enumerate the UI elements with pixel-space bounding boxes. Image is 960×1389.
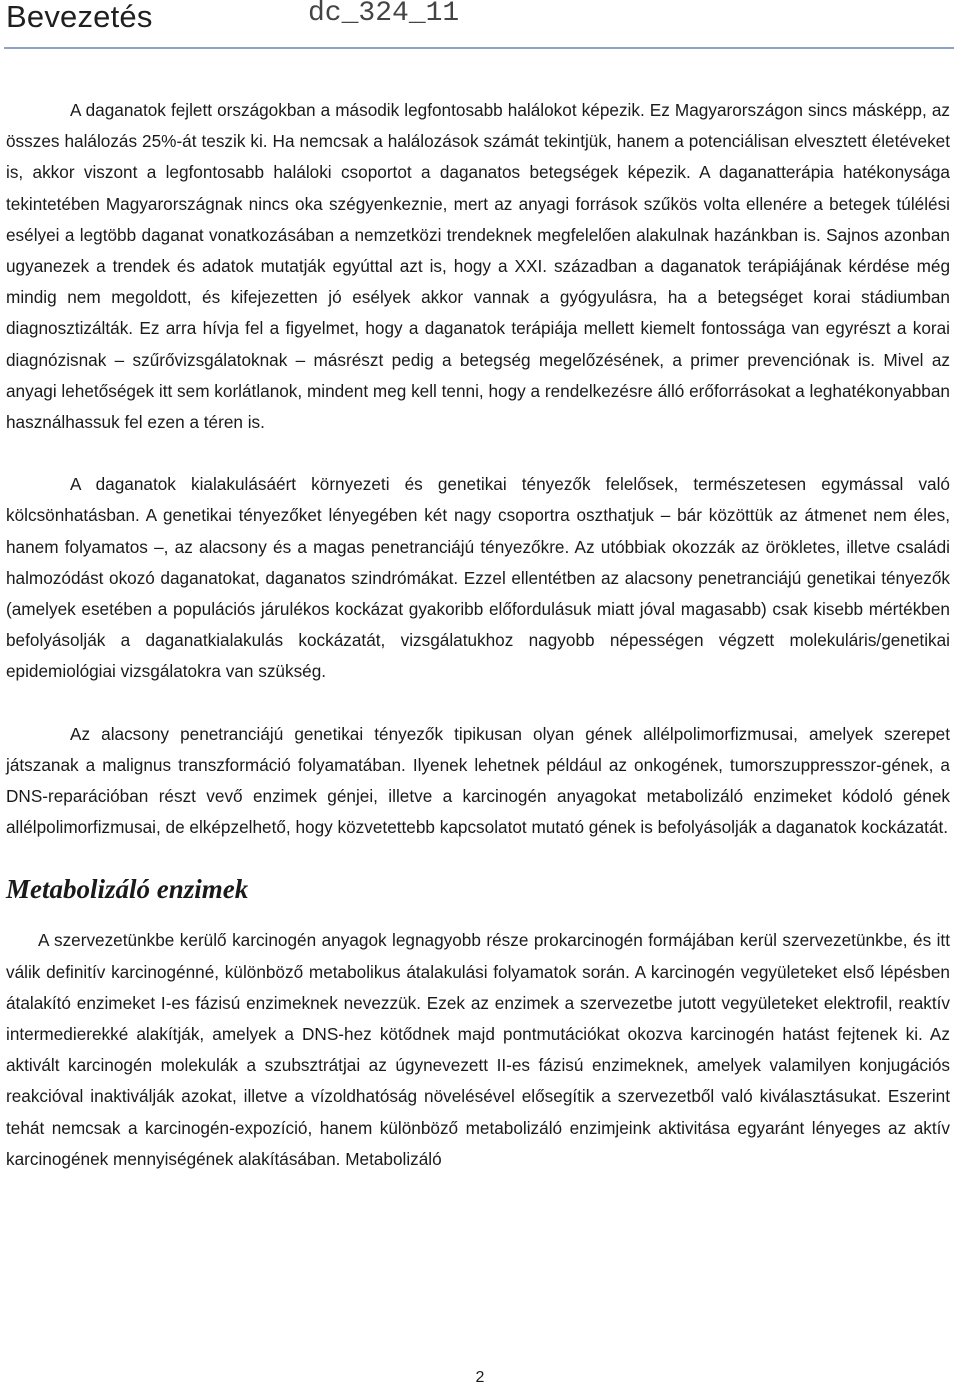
- section-heading: Metabolizáló enzimek: [6, 874, 249, 905]
- page-header: [0, 0, 960, 48]
- page-number: 2: [475, 1369, 485, 1386]
- paragraph-metabolic-enzymes: A szervezetünkbe kerülő karcinogén anyagok legnagyobb része prokarcinogén formájában kerül szervezetünkbe, és itt válik definitív karcinogénné, különböző metabolikus átalakulási folyamatok során. A karcinogén vegyületeket első lépésben átalakító enzimeket I-es fázisú enzimeknek nevezzük. Ezek az enzimek a szervezetbe jutott vegyületeket elektrofil, reaktív intermedierekké alakítják, amelyek a DNS-hez kötődnek majd pontmutációkat okozva karcinogén hatást fejtenek ki. Az aktivált karcinogén molekulák a szubsztrátjai az úgynevezett II-es fázisú enzimeknek, amelyek valamilyen konjugációs reakcióval inaktiválják azokat, illetve a vízoldhatóság növelésével elősegítik a szervezetből való kiválasztásukat. Eszerint tehát nemcsak a karcinogén-expozíció, hanem különböző metabolizáló enzimjeink aktivitása egyaránt lényeges az aktív karcinogének mennyiségének alakításában. Metabolizáló: [6, 930, 950, 1169]
- header-title: Bevezetés: [6, 0, 153, 34]
- paragraph-intro: A daganatok fejlett országokban a második legfontosabb halálokot képezik. Ez Magyarországon sincs másképp, az összes halálozás 25%-át teszik ki. Ha nemcsak a halálozások számát tekintjük, hanem a potenciálisan elvesztett életéveket is, akkor viszont a legfontosabb haláloki csoportot a daganatos betegségek képezik. A daganatterápia hatékonysága tekintetében Magyarországnak nincs oka szégyenkeznie, mert az anyagi források szűkös volta ellenére a betegek túlélési esélyei a legtöbb daganat vonatkozásában a nemzetközi trendeknek megfelelően alakulnak hazánkban is. Sajnos azonban ugyanezek a trendek és adatok mutatják egyúttal azt is, hogy a XXI. században a daganatok terápiájának kérdése még mindig nem megoldott, és kifejezetten jó esélyek akkor vannak a gyógyulásra, ha a betegséget korai stádiumban diagnosztizálták. Ez arra hívja fel a figyelmet, hogy a daganatok terápiája mellett kiemelt fontossága van egyrészt a korai diagnózisnak – szűrővizsgálatoknak – másrészt pedig a betegség megelőzésének, a primer prevenciónak is. Mivel az anyagi lehetőségek itt sem korlátlanok, mindent meg kell tenni, hogy a rendelkezésre álló erőforrásokat a leghatékonyabban használhassuk fel ezen a téren is.: [6, 100, 950, 433]
- paragraph-genetic-factors: A daganatok kialakulásáért környezeti és genetikai tényezők felelősek, természetesen egymással való kölcsönhatásban. A genetikai tényezőket lényegében két nagy csoportra oszthatjuk – bár közöttük az átmenet nem éles, hanem folyamatos –, az alacsony és a magas penetranciájú tényezőkre. Az utóbbiak okozzák az örökletes, illetve családi halmozódást okozó daganatokat, daganatos szindrómákat. Ezzel ellentétben az alacsony penetranciájú genetikai tényezők (amelyek esetében a populációs járulékos kockázat gyakoribb előfordulásuk miatt jóval magasabb) csak kisebb mértékben befolyásolják a daganatkialakulás kockázatát, vizsgálatukhoz nagyobb népességen végzett molekuláris/genetikai epidemiológiai vizsgálatokra van szükség.: [6, 474, 950, 682]
- document-body: [6, 95, 950, 1206]
- paragraph-low-penetrance: Az alacsony penetranciájú genetikai tényezők tipikusan olyan gének allélpolimorfizmusai, amelyek szerepet játszanak a malignus transzformáció folyamatában. Ilyenek lehetnek például az onkogének, tumorszuppresszor-gének, a DNS-reparációban részt vevő enzimek génjei, illetve a karcinogén anyagokat metabolizáló enzimeket kódoló gének allélpolimorfizmusai, de elképzelhető, hogy közvetettebb kapcsolatot mutató gének is befolyásolják a daganatok kockázatát.: [6, 723, 950, 838]
- header-document-code: dc_324_11: [308, 0, 460, 29]
- header-divider: [4, 47, 954, 49]
